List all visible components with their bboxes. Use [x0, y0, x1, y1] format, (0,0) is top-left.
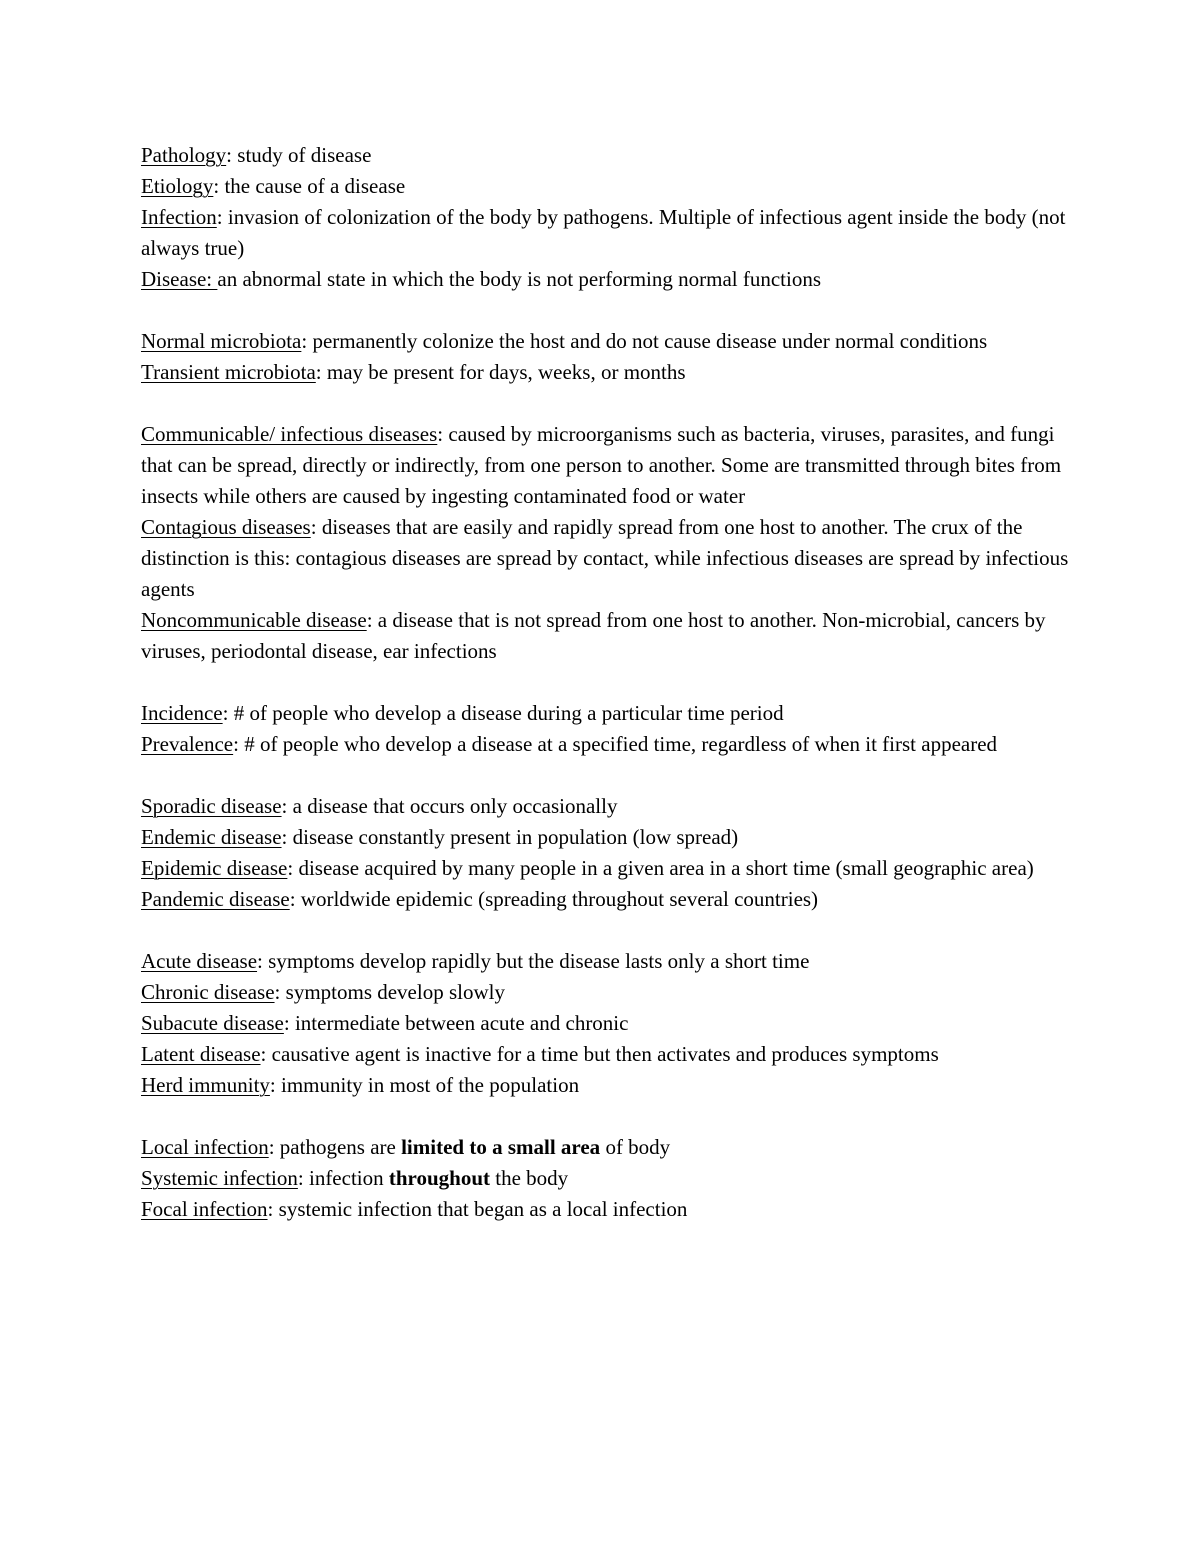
definition-entry — [141, 729, 1071, 760]
definition-text: of body — [600, 1135, 671, 1159]
definition-text: # of people who develop a disease during a particular time period — [233, 701, 784, 725]
definition-text: intermediate between acute and chronic — [294, 1011, 629, 1035]
term: Epidemic disease — [141, 856, 288, 880]
definition-text: an abnormal state in which the body is not performing normal functions — [217, 267, 822, 291]
definition-text: systemic infection that began as a local infection — [278, 1197, 688, 1221]
definition — [298, 856, 1033, 880]
term-separator: : — [269, 1073, 281, 1097]
term: Chronic disease — [141, 980, 275, 1004]
term-separator: : — [287, 856, 299, 880]
term-separator: : — [310, 515, 322, 539]
definition — [237, 143, 371, 167]
definition — [295, 1011, 629, 1035]
definition-text: immunity in most of the population — [281, 1073, 580, 1097]
definition-text: a disease that occurs only occasionally — [292, 794, 618, 818]
definition-text: pathogens are — [279, 1135, 402, 1159]
definition-text: # of people who develop a disease at a specified time, regardless of when it first appeared — [244, 732, 998, 756]
definition-group — [141, 946, 1071, 1101]
term: Etiology — [141, 174, 214, 198]
term-separator: : — [366, 608, 378, 632]
definition-entry — [141, 1008, 1071, 1039]
term-separator: : — [213, 174, 225, 198]
term: Subacute disease — [141, 1011, 284, 1035]
definition-group — [141, 791, 1071, 915]
term: Sporadic disease — [141, 794, 282, 818]
definition-group — [141, 1132, 1071, 1225]
term-separator: : — [268, 1135, 280, 1159]
term-separator: : — [281, 794, 293, 818]
definition-text: disease acquired by many people in a given area in a short time (small geographic area) — [298, 856, 1034, 880]
definition-group — [141, 326, 1071, 388]
definition — [280, 1135, 670, 1159]
emphasis-text: limited to a small area — [401, 1135, 601, 1159]
definition — [268, 949, 809, 973]
emphasis-text: throughout — [388, 1166, 491, 1190]
definition — [281, 1073, 579, 1097]
term: Herd immunity — [141, 1073, 270, 1097]
term-separator: : — [226, 143, 238, 167]
definition-text: a disease that is not spread from one host to another. Non-microbial, cancers by viruses, periodontal disease, ear infections — [141, 608, 1046, 663]
term: Prevalence — [141, 732, 234, 756]
definition — [217, 267, 821, 291]
term-separator: : — [283, 1011, 295, 1035]
definition-text: the cause of a disease — [224, 174, 406, 198]
definition-entry — [141, 264, 1071, 295]
definition-entry — [141, 1194, 1071, 1225]
definition-entry — [141, 977, 1071, 1008]
definition — [301, 887, 818, 911]
definition — [272, 1042, 939, 1066]
definition-text: symptoms develop rapidly but the disease lasts only a short time — [268, 949, 810, 973]
term: Incidence — [141, 701, 223, 725]
definition-group — [141, 698, 1071, 760]
definition-entry — [141, 884, 1071, 915]
term-separator: : — [274, 980, 286, 1004]
definition-text: study of disease — [237, 143, 372, 167]
term: Disease: — [141, 267, 218, 291]
term: Communicable/ infectious diseases — [141, 422, 438, 446]
term-separator: : — [437, 422, 449, 446]
definition — [279, 1197, 688, 1221]
term: Acute disease — [141, 949, 258, 973]
definition-entry — [141, 1163, 1071, 1194]
definition-entry — [141, 946, 1071, 977]
definition-group — [141, 140, 1071, 295]
definition-text: permanently colonize the host and do not cause disease under normal conditions — [312, 329, 988, 353]
definition — [141, 205, 1065, 260]
definition — [293, 825, 739, 849]
term: Transient microbiota — [141, 360, 316, 384]
term: Infection — [141, 205, 217, 229]
term-separator: : — [222, 701, 234, 725]
term-separator: : — [301, 329, 313, 353]
definition-entry — [141, 512, 1071, 605]
definition-entry — [141, 791, 1071, 822]
definition — [234, 701, 784, 725]
definition — [309, 1166, 568, 1190]
term-separator: : — [216, 205, 228, 229]
definition — [327, 360, 686, 384]
term: Systemic infection — [141, 1166, 298, 1190]
definition-group — [141, 419, 1071, 667]
definition-entry — [141, 1132, 1071, 1163]
definition-entry — [141, 326, 1071, 357]
term: Contagious diseases — [141, 515, 311, 539]
definition-entry — [141, 140, 1071, 171]
definition-entry — [141, 1070, 1071, 1101]
definition-text: may be present for days, weeks, or months — [326, 360, 686, 384]
definition — [293, 794, 618, 818]
definition-text: worldwide epidemic (spreading throughout several countries) — [300, 887, 819, 911]
definition-entry — [141, 1039, 1071, 1070]
definition — [286, 980, 505, 1004]
definition — [244, 732, 997, 756]
definition-text: caused by microorganisms such as bacteria, viruses, parasites, and fungi that can be spread, directly or indirectly, from one person to another. Some are transmitted through bites from insects while others are caused by ingesting contaminated food or water — [141, 422, 1062, 508]
definition-text: symptoms develop slowly — [285, 980, 505, 1004]
definition-entry — [141, 357, 1071, 388]
definition-text: invasion of colonization of the body by pathogens. Multiple of infectious agent inside the body (not always true) — [141, 205, 1066, 260]
definition-entry — [141, 822, 1071, 853]
term-separator: : — [289, 887, 301, 911]
term: Normal microbiota — [141, 329, 302, 353]
definition-entry — [141, 419, 1071, 512]
definition — [312, 329, 987, 353]
definition-entry — [141, 698, 1071, 729]
term: Endemic disease — [141, 825, 282, 849]
definition-text: causative agent is inactive for a time but then activates and produces symptoms — [271, 1042, 939, 1066]
term-separator: : — [267, 1197, 279, 1221]
term-separator: : — [281, 825, 293, 849]
term: Latent disease — [141, 1042, 261, 1066]
definition-text: diseases that are easily and rapidly spread from one host to another. The crux of the distinction is this: contagious diseases are spread by contact, while infectious diseases are spread by infectious agents — [141, 515, 1069, 601]
term: Focal infection — [141, 1197, 268, 1221]
term: Local infection — [141, 1135, 269, 1159]
term: Pathology — [141, 143, 227, 167]
definition-entry — [141, 202, 1071, 264]
definition-entry — [141, 605, 1071, 667]
term: Pandemic disease — [141, 887, 290, 911]
term-separator: : — [315, 360, 327, 384]
definition-entry — [141, 171, 1071, 202]
term-separator: : — [297, 1166, 309, 1190]
term-separator: : — [257, 949, 269, 973]
definition — [224, 174, 405, 198]
definition-text: disease constantly present in population (low spread) — [292, 825, 739, 849]
definition-entry — [141, 853, 1071, 884]
term: Noncommunicable disease — [141, 608, 367, 632]
term-separator: : — [260, 1042, 272, 1066]
definition-text: the body — [490, 1166, 569, 1190]
term-separator: : — [233, 732, 245, 756]
definition-text: infection — [308, 1166, 389, 1190]
document-page — [141, 140, 1071, 1225]
